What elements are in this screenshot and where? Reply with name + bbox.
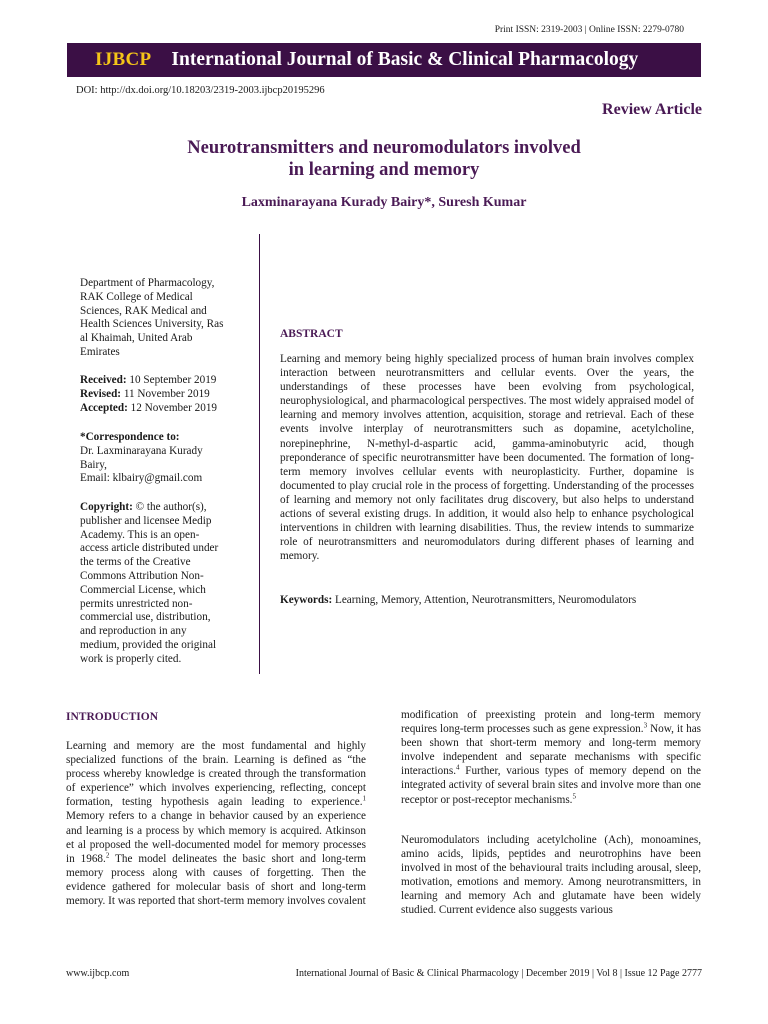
citation-ref[interactable]: 2 (105, 851, 110, 860)
copyright-line: publisher and licensee Medip (80, 514, 212, 527)
journal-banner (67, 43, 701, 77)
citation-ref[interactable]: 3 (643, 721, 648, 730)
correspondence (80, 431, 245, 486)
footer-website[interactable]: www.ijbcp.com (66, 968, 130, 979)
revised-date: Revised: 11 November 2019 (80, 387, 210, 400)
copyright-line: commercial use, distribution, (80, 611, 211, 624)
copyright-line: the terms of the Creative (80, 556, 191, 569)
copyright-line: Academy. This is an open- (80, 528, 200, 541)
correspondence-email[interactable]: Email: klbairy@gmail.com (80, 472, 203, 485)
keywords (280, 594, 700, 606)
affiliation-line: Emirates (80, 345, 120, 358)
title-line: in learning and memory (288, 160, 480, 180)
affiliation-line: Health Sciences University, Ras (80, 318, 224, 331)
doi-line[interactable]: DOI: http://dx.doi.org/10.18203/2319-2003.ijbcp20195296 (76, 85, 325, 96)
title-line: Neurotransmitters and neuromodulators involved (187, 138, 581, 158)
affiliation-line: RAK College of Medical (80, 290, 193, 303)
accepted-date: Accepted: 12 November 2019 (80, 401, 218, 414)
abstract-text: Learning and memory being highly specialized process of human brain involves complex interaction between neurotransmitters and cellular events. Over the years, the understandings of these processes have been evolving from psychological, neurophysiological, and pharmacological perspectives. The most widely appraised model of learning and memory involves attention, acquisition, storage and retrieval. Each of these events involve interplay of neurotransmitters such as dopamine, acetylcholine, norepinephrine, N-methyl-d-aspartic acid, gamma-aminobutyric acid, though preponderance of specific neurotransmitter have been documented. The formation of long-term memory involves cellular events with neuroplasticity. Further, dopamine is documented to play crucial role in the process of forgetting. Understanding of the processes of learning and memory not only facilitates drug discovery, but also helps to understand actions of several existing drugs. In addition, it would also help to enhance psychological interventions in children with learning disabilities. Thus, the review intends to summarize role of neurotransmitters and neuromodulators during different phases of learning and memory. (280, 353, 694, 563)
section-heading-introduction: INTRODUCTION (66, 711, 159, 723)
citation-ref[interactable]: 5 (572, 791, 576, 800)
copyright-line: and reproduction in any (80, 625, 187, 638)
copyright-line: access article distributed under (80, 542, 219, 555)
journal-abbreviation: IJBCP (95, 49, 152, 70)
copyright-notice (80, 501, 245, 667)
author-list: Laxminarayana Kurady Bairy*, Suresh Kumar (241, 195, 527, 210)
article-type: Review Article (602, 101, 702, 118)
correspondence-line: Dr. Laxminarayana Kurady (80, 444, 203, 457)
journal-name: International Journal of Basic & Clinical Pharmacology (171, 49, 639, 70)
abstract-heading: ABSTRACT (280, 328, 343, 340)
column-divider (259, 234, 260, 674)
correspondence-label: *Correspondence to: (80, 431, 180, 443)
keywords-label: Keywords: (280, 594, 333, 606)
intro-paragraph: Learning and memory are the most fundamental and highly specialized functions of the brain. Learning is defined as “the process whereby knowledge is created through the transformation of experience” which involves experiencing, reflecting, concept formation, testing hypothesis again leading to experience.$^1$ Memory refers to a change in behavior caused by an experience and learning is a process by which memory is acquired. Atkinson et al proposed the well-documented model for memory processes in 1968.$^2$ The model delineates the basic short and long-term memory process along with causes of forgetting. Then the evidence gathered for molecular basis of short and long-term memory. It was reported that short-term memory involves covalent (66, 740, 366, 908)
citation-ref[interactable]: 1 (362, 794, 366, 803)
citation-ref[interactable]: 4 (456, 763, 460, 772)
intro-paragraph-right: modification of preexisting protein and long-term memory requires long-term processes such as gene expression.$^3$ Now, it has been shown that short-term memory and long-term memory involve independent and separate mechanisms with specific interactions.$^4$ Further, various types of memory depend on the integrated activity of several brain sites and involve more than one receptor or post-receptor mechanisms.$^5$ (401, 709, 702, 806)
copyright-line: work is properly cited. (80, 652, 182, 665)
copyright-line: Commons Attribution Non- (80, 569, 204, 582)
issn-line: Print ISSN: 2319-2003 | Online ISSN: 2279-0780 (494, 25, 684, 35)
copyright-line: Commercial License, which (80, 583, 206, 596)
affiliation-line: al Khaimah, United Arab (80, 332, 193, 345)
keywords-list: Learning, Memory, Attention, Neurotransmitters, Neuromodulators (332, 594, 637, 606)
affiliation-line: Sciences, RAK Medical and (80, 304, 207, 317)
copyright-line: medium, provided the original (80, 638, 217, 651)
correspondence-line: Bairy, (80, 458, 107, 471)
received-date: Received: 10 September 2019 (80, 374, 217, 386)
affiliation (80, 277, 245, 360)
article-dates (80, 374, 245, 415)
footer-citation: International Journal of Basic & Clinical Pharmacology | December 2019 | Vol 8 | Issue 12 Page 2777 (295, 968, 702, 979)
intro-paragraph-right-2: Neuromodulators including acetylcholine (Ach), monoamines, amino acids, lipids, peptides and neurotrophins have been involved in most of the behavioural traits including arousal, sleep, motivation, emotions and memory. Among neurotransmitters, in learning and memory Ach and glutamate have been widely studied. Current evidence also suggests various (401, 834, 701, 917)
copyright-first-line: Copyright: © the author(s), (80, 501, 207, 513)
copyright-line: permits unrestricted non- (80, 597, 193, 610)
affiliation-line: Department of Pharmacology, (80, 277, 215, 289)
article-title (0, 137, 768, 181)
